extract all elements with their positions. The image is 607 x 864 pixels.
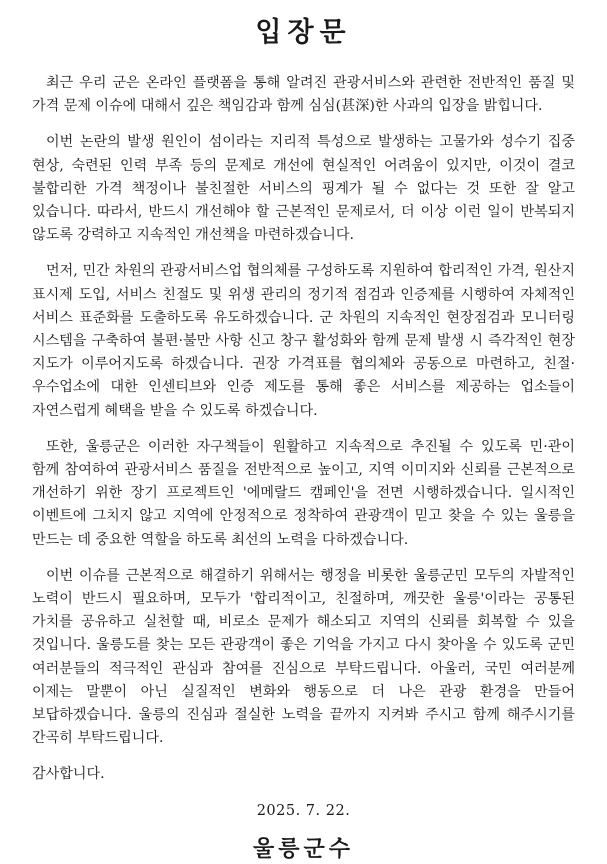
closing-thanks: 감사합니다. bbox=[32, 766, 105, 783]
document-title: 입장문 bbox=[255, 17, 352, 48]
paragraph-request: 이번 이슈를 근본적으로 해결하기 위해서는 행정을 비롯한 울릉군민 모두의 자발적인 노력이 반드시 필요하며, 모두가 '합리적이고, 친절하며, 깨끗한 울릉'이라는 공통된 가치를 공유하고 실천할 때, 비로소 문제가 해소되고 지역의 신뢰를 회복할 수 있을 것입니다. 울릉도를 찾는 모든 관광객이 좋은 기억을 가지고 다시 찾아올 수 있도록 군민 여러분들의 적극적인 관심과 참여를 진심으로 부탁드립니다. 아울러, 국민 여러분께 이제는 말뿐이 아닌 실질적인 변화와 행동으로 더 나은 관광 환경을 만들어 보답하겠습니다. 울릉의 진심과 절실한 노력을 끝까지 지켜봐 주시고 함께 해주시기를 간곡히 부탁드립니다. bbox=[32, 567, 575, 747]
paragraph-cause: 이번 논란의 발생 원인이 섬이라는 지리적 특성으로 발생하는 고물가와 성수기 집중 현상, 숙련된 인력 부족 등의 문제로 개선에 현실적인 어려움이 있지만, 이것이 결코 불합리한 가격 책정이나 불친절한 서비스의 핑계가 될 수 없다는 것 또한 잘 알고 있습니다. 따라서, 반드시 개선해야 할 근본적인 문제로서, 더 이상 이런 일이 반복되지 않도록 강력하고 지속적인 개선책을 마련하겠습니다. bbox=[32, 134, 575, 244]
paragraph-apology: 최근 우리 군은 온라인 플랫폼을 통해 알려진 관광서비스와 관련한 전반적인 품질 및 가격 문제 이슈에 대해서 깊은 책임감과 함께 심심(甚深)한 사과의 입장을 밝힙니다. bbox=[32, 75, 575, 115]
statement-date: 2025. 7. 22. bbox=[256, 803, 351, 820]
paragraph-campaign: 또한, 울릉군은 이러한 자구책들이 원활하고 지속적으로 추진될 수 있도록 민·관이 함께 참여하여 관광서비스 품질을 전반적으로 높이고, 지역 이미지와 신뢰를 근본적으로 개선하기 위한 장기 프로젝트인 '에메랄드 캠페인'을 전면 시행하겠습니다. 일시적인 이벤트에 그치지 않고 지역에 안정적으로 정착하여 관광객이 믿고 찾을 수 있는 울릉을 만드는 데 중요한 역할을 하도록 최선의 노력을 다하겠습니다. bbox=[32, 438, 575, 548]
paragraph-measures: 먼저, 민간 차원의 관광서비스업 협의체를 구성하도록 지원하여 합리적인 가격, 원산지 표시제 도입, 서비스 친절도 및 위생 관리의 정기적 점검과 인증제를 시행하여 자체적인 서비스 표준화를 도출하도록 유도하겠습니다. 군 차원의 지속적인 현장점검과 모니터링 시스템을 구축하여 불편·불만 사항 신고 창구 활성화와 함께 문제 발생 시 즉각적인 현장 지도가 이루어지도록 하겠습니다. 권장 가격표를 협의체와 공동으로 마련하고, 친절·우수업소에 대한 인센티브와 인증 제도를 통해 좋은 서비스를 제공하는 업소들이 자연스럽게 혜택을 받을 수 있도록 하겠습니다. bbox=[32, 263, 575, 419]
signature: 울릉군수 bbox=[252, 837, 354, 863]
